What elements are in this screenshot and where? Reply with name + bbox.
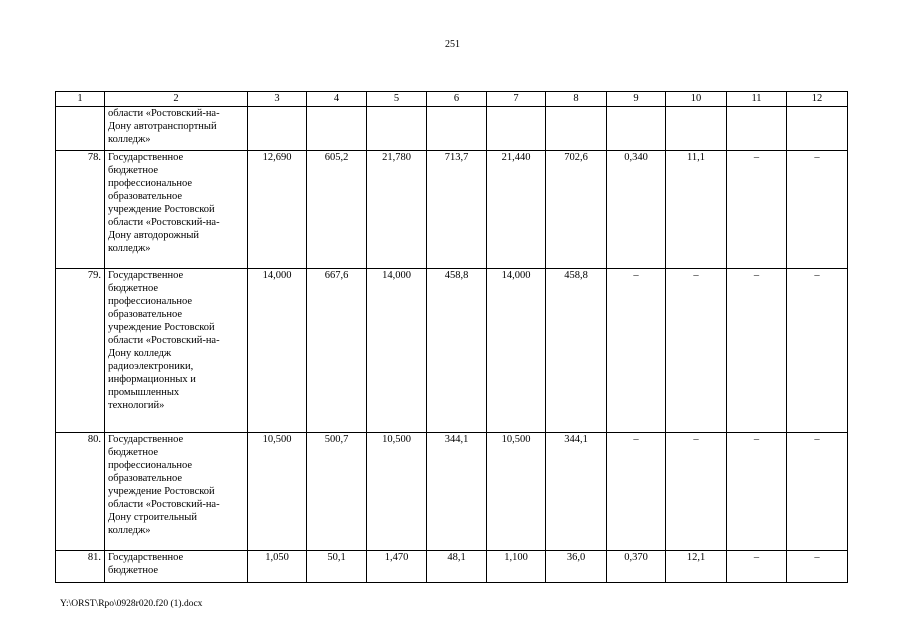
value-cell: 48,1 bbox=[427, 551, 487, 583]
value-cell: 36,0 bbox=[546, 551, 607, 583]
value-cell: 344,1 bbox=[427, 433, 487, 551]
value-cell: 10,500 bbox=[367, 433, 427, 551]
value-cell: – bbox=[787, 269, 848, 433]
value-cell: – bbox=[787, 551, 848, 583]
value-cell: – bbox=[727, 269, 787, 433]
value-cell: 0,370 bbox=[607, 551, 666, 583]
value-cell: 11,1 bbox=[666, 151, 727, 269]
table-row bbox=[56, 551, 848, 583]
institution-name bbox=[105, 269, 248, 433]
value-cell bbox=[367, 107, 427, 151]
name-line: Государственное bbox=[108, 434, 184, 445]
value-cell bbox=[487, 107, 546, 151]
header-cell: 3 bbox=[248, 92, 307, 107]
table-row bbox=[56, 151, 848, 269]
value-cell: 12,1 bbox=[666, 551, 727, 583]
table-row bbox=[56, 433, 848, 551]
name-line: бюджетное bbox=[108, 165, 159, 176]
value-cell: 0,340 bbox=[607, 151, 666, 269]
value-cell bbox=[546, 107, 607, 151]
value-cell bbox=[727, 107, 787, 151]
institution-name bbox=[105, 151, 248, 269]
name-line: учреждение Ростовской bbox=[108, 204, 215, 215]
name-line: бюджетное bbox=[108, 283, 159, 294]
value-cell bbox=[427, 107, 487, 151]
value-cell: 458,8 bbox=[546, 269, 607, 433]
institution-name bbox=[105, 551, 248, 583]
value-cell bbox=[666, 107, 727, 151]
name-line: области «Ростовский-на- bbox=[108, 335, 220, 346]
header-cell: 9 bbox=[607, 92, 666, 107]
header-cell: 2 bbox=[105, 92, 248, 107]
value-cell: 713,7 bbox=[427, 151, 487, 269]
value-cell: 500,7 bbox=[307, 433, 367, 551]
value-cell: 1,470 bbox=[367, 551, 427, 583]
name-line: колледж» bbox=[108, 243, 151, 254]
header-cell: 10 bbox=[666, 92, 727, 107]
value-cell: 1,050 bbox=[248, 551, 307, 583]
name-line: учреждение Ростовской bbox=[108, 322, 215, 333]
row-number: 78. bbox=[56, 151, 105, 269]
value-cell: 344,1 bbox=[546, 433, 607, 551]
value-cell bbox=[307, 107, 367, 151]
name-line: профессиональное bbox=[108, 296, 193, 307]
value-cell: – bbox=[727, 433, 787, 551]
row-number: 81. bbox=[56, 551, 105, 583]
value-cell: 458,8 bbox=[427, 269, 487, 433]
header-cell: 1 bbox=[56, 92, 105, 107]
name-line: Дону колледж bbox=[108, 348, 172, 359]
header-cell: 5 bbox=[367, 92, 427, 107]
value-cell: 21,780 bbox=[367, 151, 427, 269]
name-line: Государственное bbox=[108, 552, 184, 563]
value-cell bbox=[248, 107, 307, 151]
name-line: Государственное bbox=[108, 152, 184, 163]
name-line: профессиональное bbox=[108, 460, 193, 471]
value-cell: – bbox=[666, 433, 727, 551]
value-cell: – bbox=[666, 269, 727, 433]
name-line: промышленных bbox=[108, 387, 180, 398]
value-cell: – bbox=[607, 433, 666, 551]
name-line: области «Ростовский-на- bbox=[108, 108, 220, 119]
name-line: области «Ростовский-на- bbox=[108, 217, 220, 228]
value-cell: 50,1 bbox=[307, 551, 367, 583]
name-line: бюджетное bbox=[108, 447, 159, 458]
value-cell: 12,690 bbox=[248, 151, 307, 269]
institution-name bbox=[105, 433, 248, 551]
value-cell: 702,6 bbox=[546, 151, 607, 269]
value-cell: – bbox=[607, 269, 666, 433]
value-cell: 10,500 bbox=[248, 433, 307, 551]
name-line: учреждение Ростовской bbox=[108, 486, 215, 497]
data-table bbox=[55, 91, 848, 583]
name-line: образовательное bbox=[108, 191, 182, 202]
name-line: образовательное bbox=[108, 309, 182, 320]
header-row bbox=[56, 92, 848, 107]
name-line: образовательное bbox=[108, 473, 182, 484]
value-cell: – bbox=[727, 151, 787, 269]
name-line: колледж» bbox=[108, 525, 151, 536]
value-cell: 14,000 bbox=[367, 269, 427, 433]
name-line: Дону автодорожный bbox=[108, 230, 200, 241]
value-cell: – bbox=[727, 551, 787, 583]
page-number: 251 bbox=[445, 39, 460, 50]
value-cell: – bbox=[787, 433, 848, 551]
value-cell: 10,500 bbox=[487, 433, 546, 551]
name-line: Государственное bbox=[108, 270, 184, 281]
header-cell: 4 bbox=[307, 92, 367, 107]
value-cell bbox=[607, 107, 666, 151]
value-cell: 1,100 bbox=[487, 551, 546, 583]
header-cell: 7 bbox=[487, 92, 546, 107]
row-number bbox=[56, 107, 105, 151]
value-cell bbox=[787, 107, 848, 151]
value-cell: 605,2 bbox=[307, 151, 367, 269]
value-cell: 21,440 bbox=[487, 151, 546, 269]
table-row bbox=[56, 269, 848, 433]
name-line: области «Ростовский-на- bbox=[108, 499, 220, 510]
table-row bbox=[56, 107, 848, 151]
header-cell: 6 bbox=[427, 92, 487, 107]
row-number: 79. bbox=[56, 269, 105, 433]
value-cell: 14,000 bbox=[487, 269, 546, 433]
name-line: Дону автотранспортный bbox=[108, 121, 217, 132]
row-number: 80. bbox=[56, 433, 105, 551]
name-line: информационных и bbox=[108, 374, 196, 385]
name-line: профессиональное bbox=[108, 178, 193, 189]
name-line: технологий» bbox=[108, 400, 165, 411]
header-cell: 11 bbox=[727, 92, 787, 107]
institution-name bbox=[105, 107, 248, 151]
name-line: бюджетное bbox=[108, 565, 159, 576]
value-cell: 667,6 bbox=[307, 269, 367, 433]
header-cell: 8 bbox=[546, 92, 607, 107]
name-line: радиоэлектроники, bbox=[108, 361, 194, 372]
value-cell: 14,000 bbox=[248, 269, 307, 433]
header-cell: 12 bbox=[787, 92, 848, 107]
file-path-footer: Y:\ORST\Rpo\0928r020.f20 (1).docx bbox=[60, 599, 203, 609]
value-cell: – bbox=[787, 151, 848, 269]
name-line: колледж» bbox=[108, 134, 151, 145]
name-line: Дону строительный bbox=[108, 512, 197, 523]
